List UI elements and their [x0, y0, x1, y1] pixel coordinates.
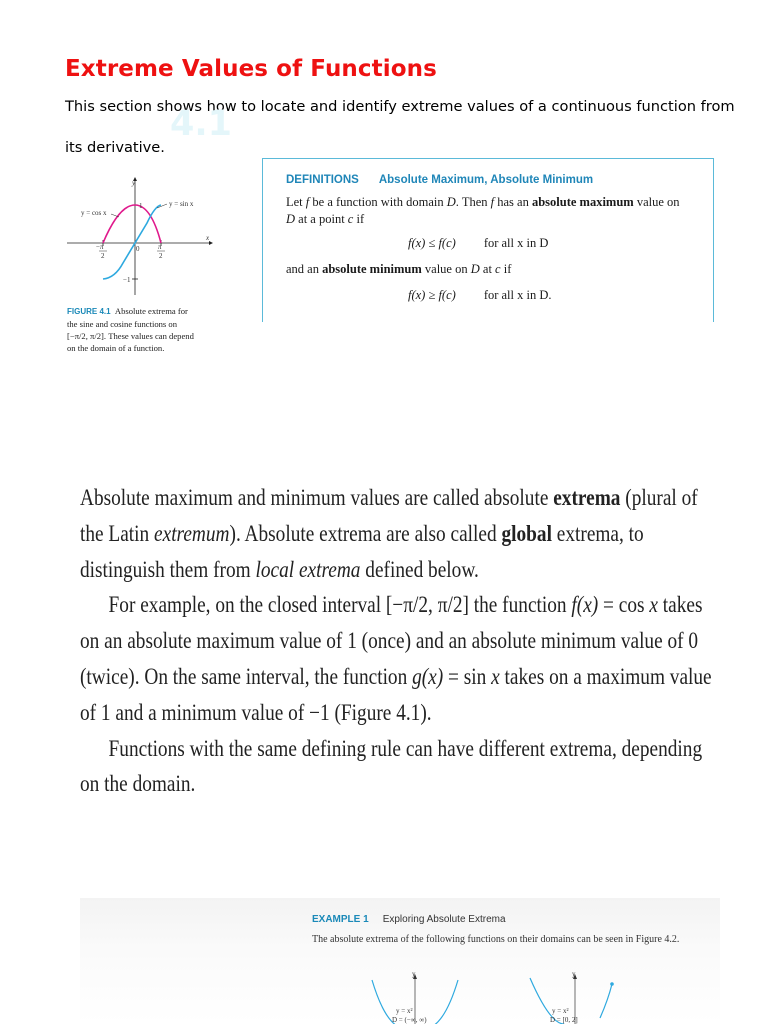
figure-caption — [67, 305, 243, 354]
definitions-box — [262, 158, 714, 322]
caption-number: FIGURE 4.1 — [67, 307, 111, 316]
tick-label-zero: 0 — [136, 245, 140, 253]
figure-4-1 — [63, 165, 243, 355]
equation-max: f(x) ≤ f(c) for all x in D — [408, 236, 549, 250]
equation-min: f(x) ≥ f(c) for all x in D. — [408, 288, 552, 302]
example-heading — [312, 914, 506, 925]
caption-line-3: [−π/2, π/2]. These values can depend — [67, 331, 194, 341]
x-axis-arrow — [209, 241, 213, 245]
graph2-equation: y = x² — [552, 1007, 569, 1015]
page-title: Extreme Values of Functions — [65, 56, 437, 82]
neg-sign: − — [96, 243, 100, 251]
body-paragraph-1: Absolute maximum and minimum values are called absolute extrema (plural of the Latin extremum). Absolute extrema are also called global extrema, to distinguish them from local extrema defined below. — [80, 485, 698, 582]
definitions-subtitle: Absolute Maximum, Absolute Minimum — [378, 174, 594, 186]
tick-label-one: 1 — [139, 202, 143, 210]
cos-curve-label: y = cos x — [81, 209, 107, 217]
graph1-domain: D = (−∞, ∞) — [392, 1016, 427, 1024]
example-section — [80, 898, 720, 1024]
tick-neg-pi: π — [100, 243, 104, 251]
x-axis-label: x — [206, 234, 210, 242]
body-paragraph-2: For example, on the closed interval [−π/2, π/2] the function f(x) = cos x takes on an absolute maximum value of 1 (once) and an absolute minimum value of 0 (twice). On the same interval, the function g(x) = sin x takes on a maximum value of 1 and a minimum value of −1 (Figure 4.1). — [80, 592, 712, 725]
tick-pi: π — [158, 243, 162, 251]
example-title: Exploring Absolute Extrema — [382, 914, 506, 925]
caption-line-2: the sine and cosine functions on — [67, 319, 178, 329]
sine-cosine-graph — [63, 165, 243, 300]
tick-two: 2 — [159, 252, 163, 260]
definition-min-line: and an absolute minimum value on D at c if — [286, 262, 512, 276]
graph1-equation: y = x² — [396, 1007, 413, 1015]
tick-label-neg-one: −1 — [123, 276, 131, 284]
graph2-y-label: y — [572, 970, 576, 978]
sine-curve — [103, 205, 161, 279]
example-description: The absolute extrema of the following functions on their domains can be seen in Figure 4.2. — [312, 934, 680, 945]
definitions-heading — [286, 174, 593, 186]
example-label: EXAMPLE 1 — [312, 914, 369, 925]
tick-neg-two: 2 — [101, 252, 105, 260]
section-number-watermark: 4.1 — [170, 104, 233, 144]
sin-curve-label: y = sin x — [169, 200, 194, 208]
graph2-domain: D = [0, 2] — [550, 1016, 578, 1024]
y-axis-label: y — [132, 179, 136, 187]
definition-text: Let f be a function with domain D. Then f has an absolute maximum value on D at a point c if — [286, 195, 680, 226]
body-text — [80, 480, 720, 802]
cosine-curve — [103, 205, 161, 243]
caption-line-1: Absolute extrema for — [114, 306, 188, 316]
caption-line-4: on the domain of a function. — [67, 343, 165, 353]
body-paragraph-3: Functions with the same defining rule can have different extrema, depending on the domain. — [80, 735, 703, 797]
intro-paragraph: This section shows how to locate and identify extreme values of a continuous function from its derivative. — [65, 98, 735, 156]
graph1-y-label: y — [412, 970, 416, 978]
definitions-label: DEFINITIONS — [286, 174, 359, 186]
